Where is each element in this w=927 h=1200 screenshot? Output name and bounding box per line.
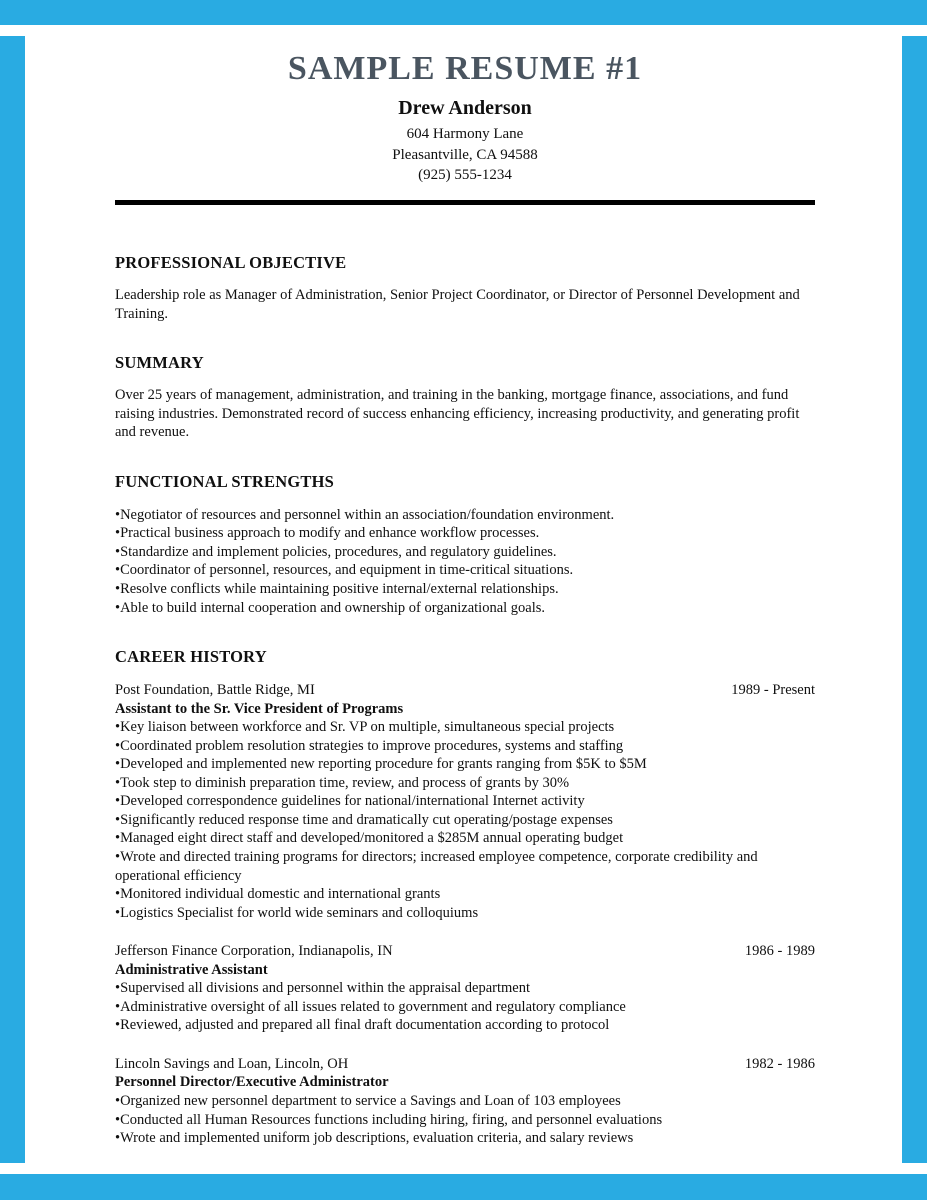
job-bullet: • Developed and implemented new reporting procedure for grants ranging from $5K to $5M (115, 755, 815, 774)
job-bullet: • Managed eight direct staff and developed/monitored a $285M annual operating budget (115, 829, 815, 848)
job-bullet: • Wrote and implemented uniform job descriptions, evaluation criteria, and salary reviews (115, 1129, 815, 1148)
header-divider-rule (115, 200, 815, 205)
strength-item: • Resolve conflicts while maintaining positive internal/external relationships. (115, 580, 815, 599)
section-functional-strengths (115, 472, 815, 617)
job-bullet: • Wrote and directed training programs for directors; increased employee competence, corporate credibility and operational efficiency (115, 848, 815, 885)
job-header (115, 681, 815, 700)
career-heading: CAREER HISTORY (115, 647, 267, 667)
section-objective (115, 253, 815, 323)
job-bullet: • Supervised all divisions and personnel within the appraisal department (115, 979, 815, 998)
job-bullet: • Administrative oversight of all issues related to government and regulatory compliance (115, 998, 815, 1017)
frame-right-bar (902, 36, 927, 1163)
job-entry (115, 942, 815, 1035)
job-entry (115, 1055, 815, 1148)
strength-item: • Practical business approach to modify and enhance workflow processes. (115, 524, 815, 543)
job-dates: 1982 - 1986 (744, 1055, 815, 1072)
frame-bottom-bar (0, 1174, 927, 1200)
job-dates: 1986 - 1989 (744, 943, 815, 960)
frame-left-bar (0, 36, 25, 1163)
job-bullet: • Key liaison between workforce and Sr. VP on multiple, simultaneous special projects (115, 718, 815, 737)
strength-item: • Coordinator of personnel, resources, and equipment in time-critical situations. (115, 561, 815, 580)
job-title: Personnel Director/Executive Administrator (115, 1074, 389, 1091)
job-bullet: • Took step to diminish preparation time, review, and process of grants by 30% (115, 774, 815, 793)
job-company: Post Foundation, Battle Ridge, MI (115, 682, 315, 699)
job-company: Jefferson Finance Corporation, Indianapolis, IN (115, 943, 393, 960)
summary-body: Over 25 years of management, administration, and training in the banking, mortgage finance, associations, and fund raising industries. Demonstrated record of success enhancing efficiency, increasing productivity, and generating profit and revenue. (115, 387, 800, 441)
job-bullet: • Conducted all Human Resources functions including hiring, firing, and personnel evaluations (115, 1111, 815, 1130)
job-title: Assistant to the Sr. Vice President of Programs (115, 700, 404, 717)
job-bullet: • Developed correspondence guidelines for national/international Internet activity (115, 792, 815, 811)
objective-body: Leadership role as Manager of Administration, Senior Project Coordinator, or Director of Personnel Development and Training. (115, 287, 800, 322)
job-bullet: • Logistics Specialist for world wide seminars and colloquiums (115, 904, 815, 923)
strengths-heading: FUNCTIONAL STRENGTHS (115, 471, 335, 491)
phone-number: (925) 555-1234 (418, 167, 512, 184)
job-dates: 1989 - Present (731, 682, 815, 699)
objective-heading: PROFESSIONAL OBJECTIVE (115, 253, 347, 273)
job-bullets (115, 718, 815, 922)
job-title: Administrative Assistant (115, 961, 268, 978)
contact-block (115, 124, 815, 186)
job-bullet: • Significantly reduced response time and dramatically cut operating/postage expenses (115, 811, 815, 830)
job-bullet: • Monitored individual domestic and international grants (115, 885, 815, 904)
job-header (115, 1055, 815, 1074)
strength-item: • Able to build internal cooperation and ownership of organizational goals. (115, 599, 815, 618)
address-line-1: 604 Harmony Lane (406, 126, 524, 142)
strengths-list (115, 506, 815, 617)
summary-heading: SUMMARY (115, 353, 204, 373)
job-entry (115, 681, 815, 922)
job-bullet: • Coordinated problem resolution strategies to improve procedures, systems and staffing (115, 737, 815, 756)
resume-content (115, 0, 815, 1148)
strength-item: • Negotiator of resources and personnel within an association/foundation environment. (115, 506, 815, 525)
page-title: SAMPLE RESUME #1 (287, 50, 643, 87)
job-bullets (115, 979, 815, 1035)
section-career-history (115, 647, 815, 1148)
candidate-name: Drew Anderson (398, 97, 532, 119)
job-company: Lincoln Savings and Loan, Lincoln, OH (115, 1055, 349, 1072)
job-bullets (115, 1092, 815, 1148)
career-jobs (115, 681, 815, 1148)
job-bullet: • Reviewed, adjusted and prepared all final draft documentation according to protocol (115, 1016, 815, 1035)
address-line-2: Pleasantville, CA 94588 (392, 146, 538, 163)
job-bullet: • Organized new personnel department to service a Savings and Loan of 103 employees (115, 1092, 815, 1111)
strength-item: • Standardize and implement policies, procedures, and regulatory guidelines. (115, 543, 815, 562)
section-summary (115, 353, 815, 442)
resume-header (115, 0, 815, 186)
job-header (115, 942, 815, 961)
